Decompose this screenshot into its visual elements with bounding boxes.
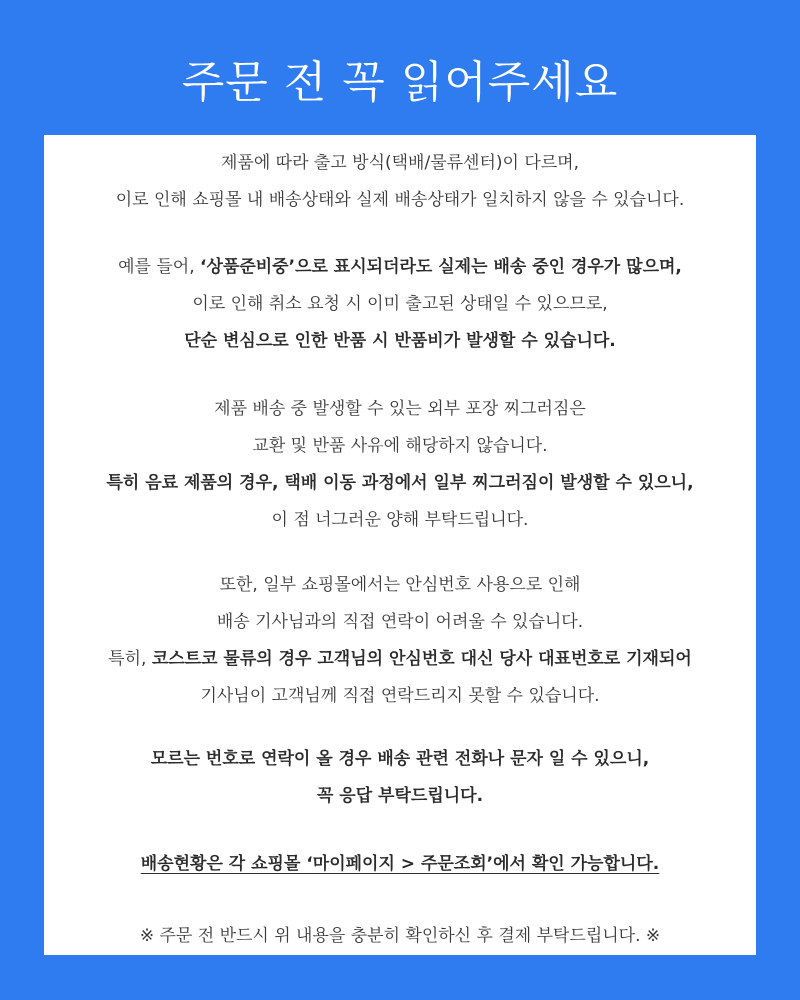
notice-emphasis-line: 특히 음료 제품의 경우, 택배 이동 과정에서 일부 찌그러짐이 발생할 수 있으니, bbox=[106, 473, 694, 493]
notice-line bbox=[44, 249, 756, 286]
notice-line: 이로 인해 취소 요청 시 이미 출고된 상태일 수 있으므로, bbox=[192, 294, 608, 314]
header-banner bbox=[0, 0, 800, 135]
notice-section-tracking bbox=[44, 846, 756, 883]
notice-line: 이로 인해 쇼핑몰 내 배송상태와 실제 배송상태가 일치하지 않을 수 있습니다. bbox=[115, 190, 685, 210]
notice-emphasis-line: 꼭 응답 부탁드립니다. bbox=[316, 786, 484, 806]
notice-text: 예를 들어, bbox=[118, 257, 201, 277]
notice-panel bbox=[44, 135, 756, 955]
notice-emphasis-line: 단순 변심으로 인한 반품 시 반품비가 발생할 수 있습니다. bbox=[184, 331, 616, 351]
notice-line: 제품 배송 중 발생할 수 있는 외부 포장 찌그러짐은 bbox=[214, 399, 586, 419]
notice-line: 이 점 너그러운 양해 부탁드립니다. bbox=[271, 510, 529, 530]
notice-emphasis: ‘상품준비중’으로 표시되더라도 실제는 배송 중인 경우가 많으며, bbox=[200, 257, 682, 277]
notice-section-unknown-calls bbox=[44, 741, 756, 815]
footer-note-text: ※ 주문 전 반드시 위 내용을 충분히 확인하신 후 결제 부탁드립니다. ※ bbox=[139, 926, 661, 946]
notice-emphasis: 코스트코 물류의 경우 고객님의 안심번호 대신 당사 대표번호로 기재되어 bbox=[151, 649, 692, 669]
notice-line: 교환 및 반품 사유에 해당하지 않습니다. bbox=[252, 436, 548, 456]
page-title: 주문 전 꼭 읽어주세요 bbox=[181, 56, 619, 108]
notice-line: 제품에 따라 출고 방식(택배/물류센터)이 다르며, bbox=[220, 153, 580, 173]
notice-section-safe-number bbox=[44, 567, 756, 715]
notice-line: 기사님이 고객님께 직접 연락드리지 못할 수 있습니다. bbox=[200, 686, 600, 706]
notice-section-shipping-method bbox=[44, 145, 756, 219]
notice-section-order-status bbox=[44, 249, 756, 360]
tracking-info-line: 배송현황은 각 쇼핑몰 ‘마이페이지 > 주문조회’에서 확인 가능합니다. bbox=[140, 854, 660, 874]
notice-text: 특히, bbox=[108, 649, 152, 669]
notice-section-packaging bbox=[44, 391, 756, 539]
footer-note bbox=[44, 918, 756, 955]
notice-emphasis-line: 모르는 번호로 연락이 올 경우 배송 관련 전화나 문자 일 수 있으니, bbox=[150, 749, 650, 769]
notice-line: 또한, 일부 쇼핑몰에서는 안심번호 사용으로 인해 bbox=[219, 575, 581, 595]
notice-line bbox=[44, 641, 756, 678]
notice-line: 배송 기사님과의 직접 연락이 어려울 수 있습니다. bbox=[216, 612, 584, 632]
